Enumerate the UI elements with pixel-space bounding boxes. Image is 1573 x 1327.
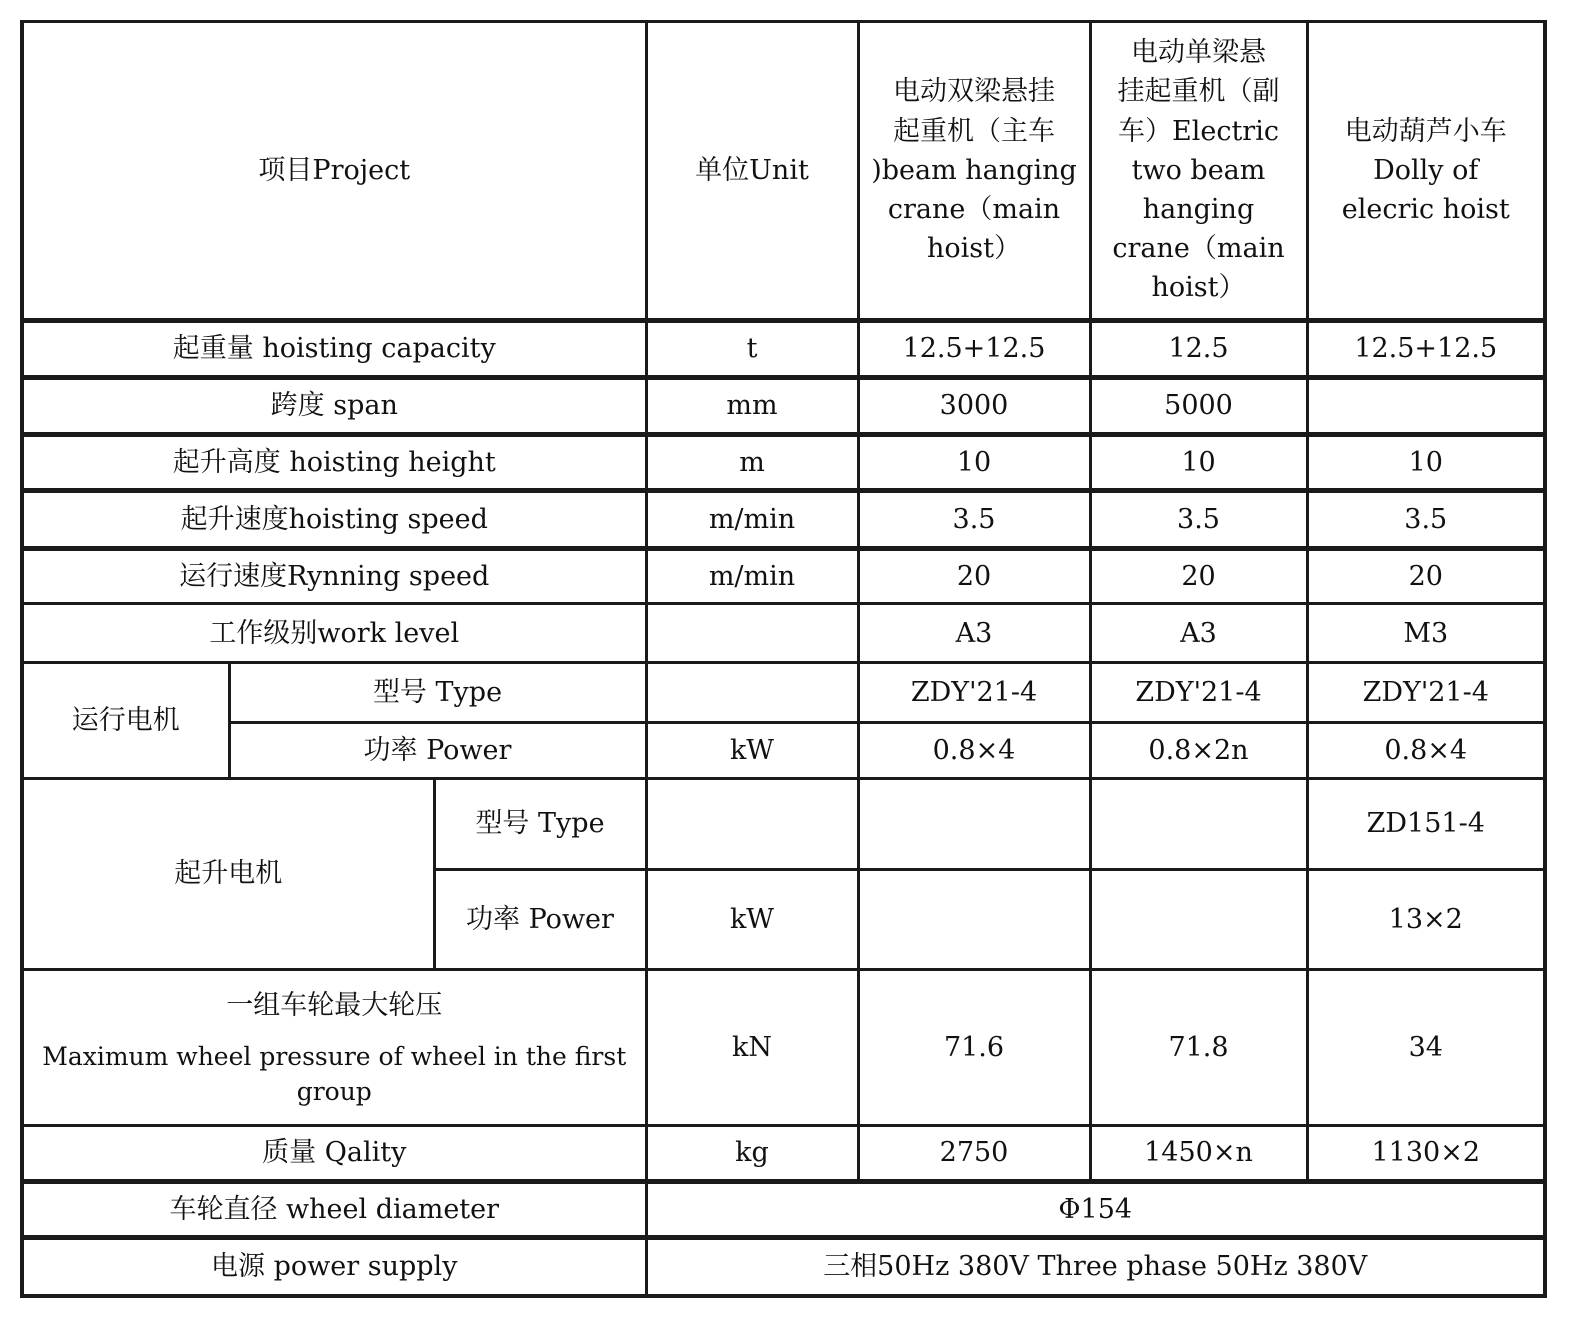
- row-value: 3000: [858, 377, 1090, 434]
- row-label: 起升高度 hoisting height: [22, 435, 646, 491]
- row-value: 71.6: [858, 969, 1090, 1125]
- row-value: [858, 778, 1090, 869]
- row-value: 10: [1307, 435, 1545, 491]
- table-row: [22, 548, 1545, 603]
- table-row: [22, 1238, 1545, 1296]
- row-value: 71.8: [1090, 969, 1307, 1125]
- row-value: 12.5+12.5: [858, 320, 1090, 377]
- row-value: 13×2: [1307, 870, 1545, 970]
- row-value: 20: [1090, 548, 1307, 603]
- table-row: [22, 377, 1545, 434]
- row-sublabel: 功率 Power: [229, 722, 646, 778]
- row-unit: [646, 603, 858, 662]
- row-value: A3: [858, 603, 1090, 662]
- group-label-run-motor: 运行电机: [22, 663, 229, 779]
- row-unit: [646, 663, 858, 722]
- row-sublabel: 型号 Type: [434, 778, 646, 869]
- table-row: [22, 1125, 1545, 1181]
- table-row: [22, 778, 1545, 869]
- row-value: 1450×n: [1090, 1125, 1307, 1181]
- table-row: [22, 722, 1545, 778]
- header-col3: 电动葫芦小车 Dolly of elecric hoist: [1307, 22, 1545, 321]
- row-value: ZDY'21-4: [1090, 663, 1307, 722]
- group-label-hoist-motor: 起升电机: [22, 778, 434, 969]
- table-row: [22, 320, 1545, 377]
- spec-table: [20, 20, 1547, 1298]
- row-label: 电源 power supply: [22, 1238, 646, 1296]
- row-value: A3: [1090, 603, 1307, 662]
- row-label: 工作级别work level: [22, 603, 646, 662]
- table-row: [22, 491, 1545, 548]
- row-value: 20: [858, 548, 1090, 603]
- row-value: 3.5: [1090, 491, 1307, 548]
- row-value: 10: [1090, 435, 1307, 491]
- header-col2: 电动单梁悬 挂起重机（副 车）Electric two beam hanging crane（main hoist）: [1090, 22, 1307, 321]
- row-label: 运行速度Rynning speed: [22, 548, 646, 603]
- row-unit: m/min: [646, 491, 858, 548]
- row-label-cn: 一组车轮最大轮压: [226, 989, 443, 1021]
- row-label: 起重量 hoisting capacity: [22, 320, 646, 377]
- row-value: 5000: [1090, 377, 1307, 434]
- table-row: [22, 969, 1545, 1125]
- row-value: ZDY'21-4: [858, 663, 1090, 722]
- row-value: 3.5: [858, 491, 1090, 548]
- row-value: 1130×2: [1307, 1125, 1545, 1181]
- table-row: [22, 1181, 1545, 1237]
- table-row: [22, 663, 1545, 722]
- row-value: [1307, 377, 1545, 434]
- row-unit: m: [646, 435, 858, 491]
- row-unit: mm: [646, 377, 858, 434]
- row-value: 0.8×4: [858, 722, 1090, 778]
- row-unit: m/min: [646, 548, 858, 603]
- row-value: 12.5: [1090, 320, 1307, 377]
- row-value: [1090, 778, 1307, 869]
- row-value: ZDY'21-4: [1307, 663, 1545, 722]
- row-value: 12.5+12.5: [1307, 320, 1545, 377]
- row-sublabel: 功率 Power: [434, 870, 646, 970]
- header-project: 项目Project: [22, 22, 646, 321]
- row-value: 2750: [858, 1125, 1090, 1181]
- row-value: 0.8×4: [1307, 722, 1545, 778]
- row-unit: t: [646, 320, 858, 377]
- header-col1: 电动双梁悬挂 起重机（主车 )beam hanging crane（main hoist）: [858, 22, 1090, 321]
- row-unit: kN: [646, 969, 858, 1125]
- row-value: 34: [1307, 969, 1545, 1125]
- row-label: 质量 Qality: [22, 1125, 646, 1181]
- row-value-merged: Φ154: [646, 1181, 1545, 1237]
- row-label: 跨度 span: [22, 377, 646, 434]
- row-value: [858, 870, 1090, 970]
- table-row: [22, 435, 1545, 491]
- row-value: 20: [1307, 548, 1545, 603]
- row-label-en: Maximum wheel pressure of wheel in the first group: [42, 1041, 627, 1106]
- row-value: 10: [858, 435, 1090, 491]
- header-row: [22, 22, 1545, 321]
- row-unit: kW: [646, 722, 858, 778]
- row-unit: [646, 778, 858, 869]
- row-sublabel: 型号 Type: [229, 663, 646, 722]
- row-label: 起升速度hoisting speed: [22, 491, 646, 548]
- row-value: ZD151-4: [1307, 778, 1545, 869]
- header-unit: 单位Unit: [646, 22, 858, 321]
- row-value: 0.8×2n: [1090, 722, 1307, 778]
- row-label: 车轮直径 wheel diameter: [22, 1181, 646, 1237]
- row-unit: kg: [646, 1125, 858, 1181]
- row-value: M3: [1307, 603, 1545, 662]
- row-label-wheel-pressure: [22, 969, 646, 1125]
- row-value: [1090, 870, 1307, 970]
- row-unit: kW: [646, 870, 858, 970]
- row-value: 3.5: [1307, 491, 1545, 548]
- table-row: [22, 603, 1545, 662]
- row-value-merged: 三相50Hz 380V Three phase 50Hz 380V: [646, 1238, 1545, 1296]
